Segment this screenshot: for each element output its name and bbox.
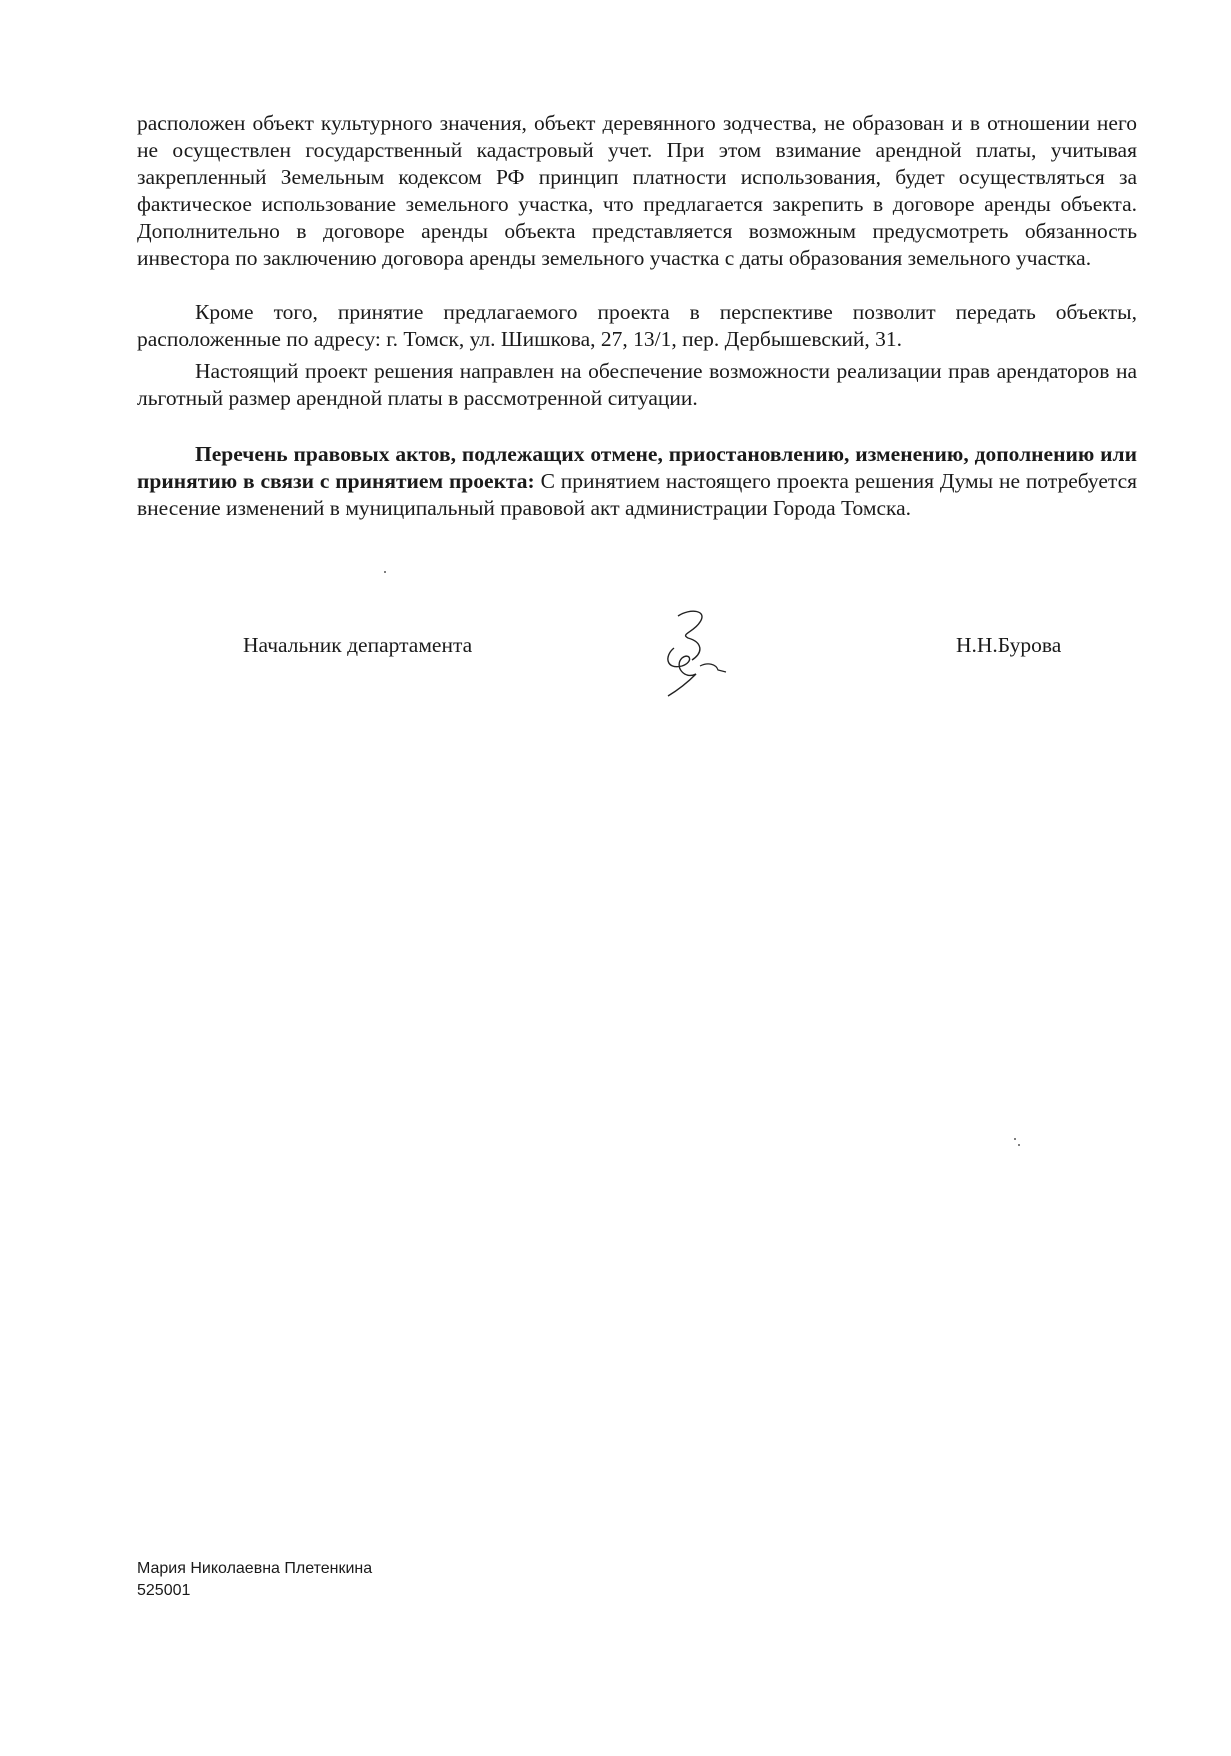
paragraph-text: расположен объект культурного значения, объект деревянного зодчества, не образован и в отношении него не осуществлен государственный кадастровый учет. При этом взимание арендной платы, учитывая закрепленный Земельным кодексом РФ принцип платности использования, будет осуществляться за фактическое использование земельного участка, что предлагается закрепить в договоре аренды объекта. Дополнительно в договоре аренды объекта представляется возможным предусмотреть обязанность инвестора по заключению договора аренды земельного участка с даты образования земельного участка. bbox=[137, 111, 1137, 270]
scan-speck bbox=[1018, 1144, 1020, 1146]
scan-speck bbox=[384, 571, 386, 573]
executor-phone: 525001 bbox=[137, 1582, 191, 1599]
legal-acts-paragraph bbox=[137, 441, 1137, 522]
executor-name: Мария Николаевна Плетенкина bbox=[137, 1560, 373, 1577]
scan-speck bbox=[1014, 1138, 1016, 1140]
legal-acts-text: С принятием настоящего проекта решения Думы не потребуется внесение изменений в муниципальный правовой акт администрации Города Томска. bbox=[137, 469, 1138, 520]
paragraph-text: Настоящий проект решения направлен на обеспечение возможности реализации прав арендаторов на льготный размер арендной платы в рассмотренной ситуации. bbox=[137, 359, 1137, 410]
executor-footer bbox=[137, 1558, 372, 1602]
signatory-name: Н.Н.Бурова bbox=[956, 633, 1062, 657]
handwritten-signature bbox=[660, 604, 750, 700]
paragraph-2 bbox=[137, 299, 1137, 353]
paragraph-4 bbox=[137, 441, 1137, 522]
paragraph-1 bbox=[137, 110, 1137, 272]
paragraph-3 bbox=[137, 358, 1137, 412]
legal-acts-heading: Перечень правовых актов, подлежащих отмене, приостановлению, изменению, дополнению или принятию в связи с принятием проекта: bbox=[137, 442, 1137, 493]
signatory-position: Начальник департамента bbox=[243, 633, 473, 657]
paragraph-text: Кроме того, принятие предлагаемого проекта в перспективе позволит передать объекты, расположенные по адресу: г. Томск, ул. Шишкова, 27, 13/1, пер. Дербышевский, 31. bbox=[137, 300, 1137, 351]
